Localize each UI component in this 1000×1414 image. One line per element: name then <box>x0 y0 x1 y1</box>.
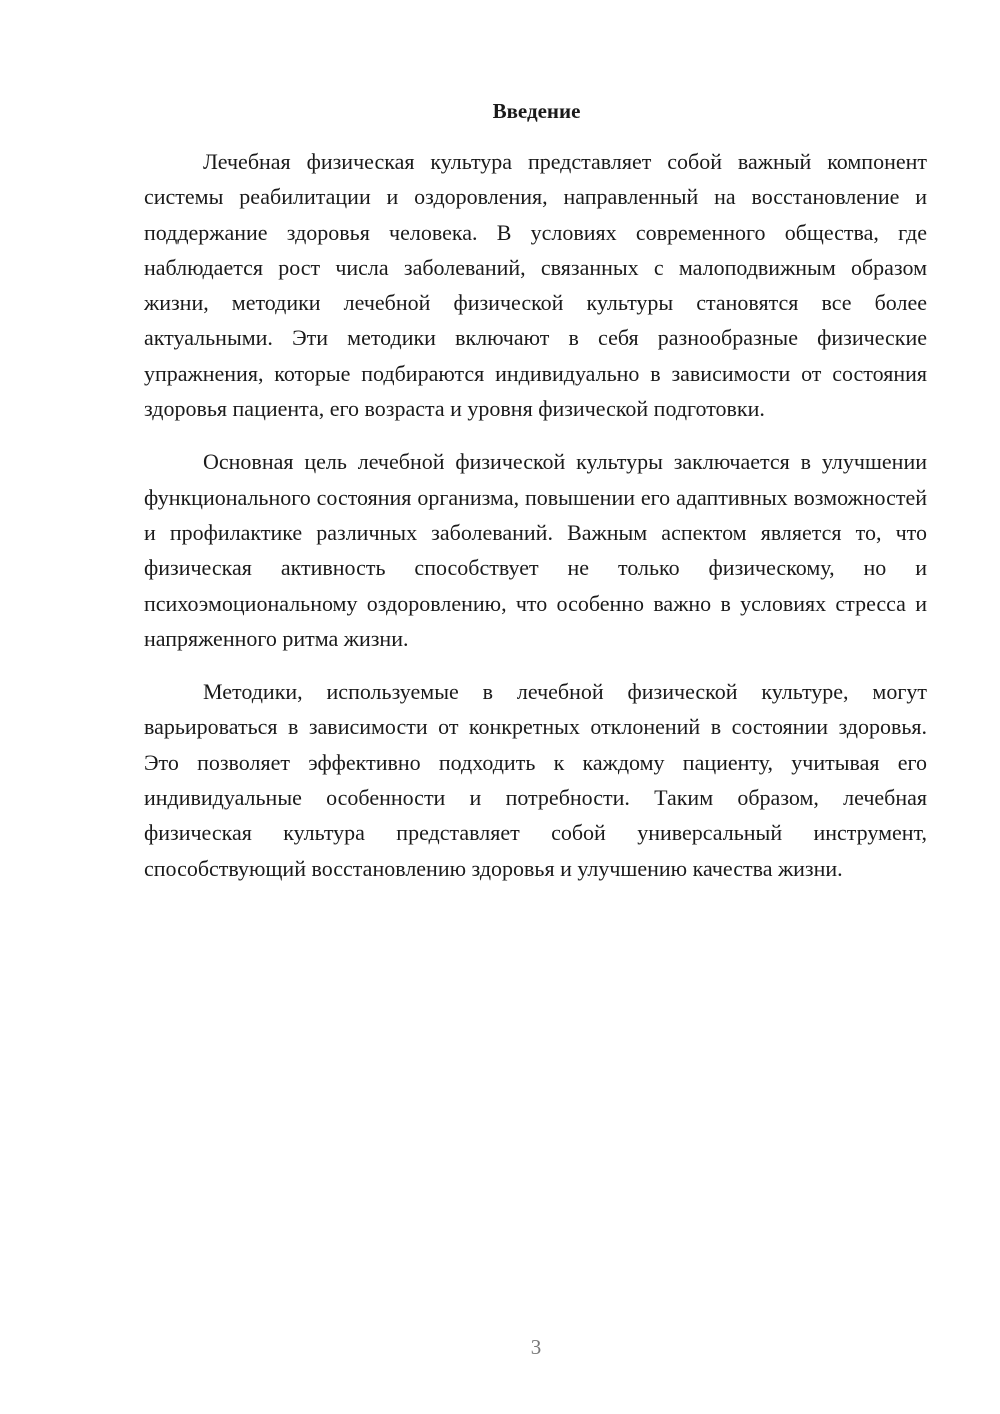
paragraph-2: Основная цель лечебной физической культуры заключается в улучшении функционального состояния организма, повышении его адаптивных возможностей и профилактике различных заболеваний. Важным аспектом является то, что физическая активность способствует не только физическому, но и психоэмоциональному оздоровлению, что особенно важно в условиях стресса и напряженного ритма жизни. <box>144 449 927 651</box>
body-text <box>144 144 927 886</box>
paragraph-3: Методики, используемые в лечебной физической культуре, могут варьироваться в зависимости от конкретных отклонений в состоянии здоровья. Это позволяет эффективно подходить к каждому пациенту, учитывая его индивидуальные особенности и потребности. Таким образом, лечебная физическая культура представляет собой универсальный инструмент, способствующий восстановлению здоровья и улучшению качества жизни. <box>144 679 927 881</box>
page-number: 3 <box>530 1335 542 1359</box>
paragraph-1: Лечебная физическая культура представляет собой важный компонент системы реабилитации и оздоровления, направленный на восстановление и поддержание здоровья человека. В условиях современного общества, где наблюдается рост числа заболеваний, связанных с малоподвижным образом жизни, методики лечебной физической культуры становятся все более актуальными. Эти методики включают в себя разнообразные физические упражнения, которые подбираются индивидуально в зависимости от состояния здоровья пациента, его возраста и уровня физической подготовки. <box>144 149 927 422</box>
page-content <box>144 96 927 904</box>
section-title: Введение <box>492 99 581 123</box>
